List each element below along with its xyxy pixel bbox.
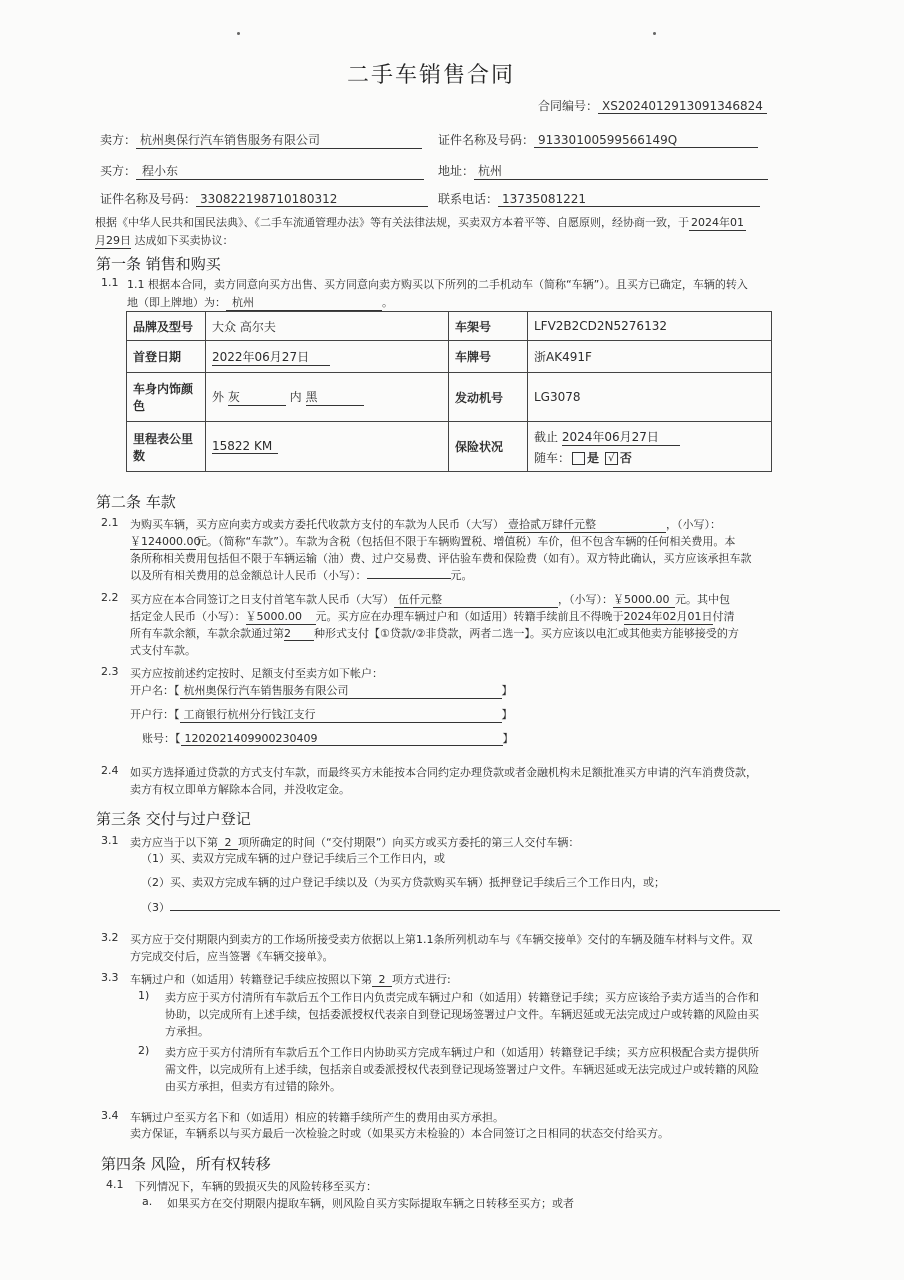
buyer-addr-label: 地址： <box>438 164 475 178</box>
buyer-label: 买方： <box>100 164 137 178</box>
clause-3-3-item1-number: 1) <box>138 989 150 1002</box>
text: 元。其中包 <box>675 593 730 606</box>
clause-3-1-option1: （1）买、卖双方完成车辆的过户登记手续后三个工作日内，或 <box>141 852 445 865</box>
plate-value: 浙AK491F <box>528 341 772 373</box>
clause-2-2-number: 2.2 <box>101 591 119 604</box>
text: 项方式进行: <box>392 973 451 986</box>
reg-date-value: 2022年06月27日 <box>212 348 330 366</box>
payment-deadline: 2024年02月01日 <box>623 610 713 623</box>
clause-3-4-number: 3.4 <box>101 1109 119 1122</box>
clause-3-3-item2-line1: 卖方应于买方付清所有车款后五个工作日内协助买方完成车辆过户和（如适用）转籍登记手续；买方应积极配合卖方提供所 <box>165 1046 759 1059</box>
interior-color: 黑 <box>306 388 364 406</box>
clause-3-3-item2-number: 2) <box>138 1044 150 1057</box>
seller-id-row <box>438 131 758 148</box>
clause-2-4-line1: 如买方选择通过贷款的方式支付车款，而最终买方未能按本合同约定办理贷款或者金融机构未足额批准买方申请的汽车消费贷款， <box>130 766 757 779</box>
clause-3-3-number: 3.3 <box>101 971 119 984</box>
reg-date-cell <box>206 341 449 373</box>
buyer-row <box>100 162 424 180</box>
insurance-prefix: 截止 <box>534 429 559 444</box>
down-payment-figures: ￥5000.00 <box>613 591 675 608</box>
text: 元。 <box>450 569 473 582</box>
scan-dot <box>237 32 240 35</box>
reg-date-label: 首登日期 <box>127 341 206 373</box>
clause-3-3-item1-line1: 卖方应于买方付清所有车款后五个工作日内负责完成车辆过户和（如适用）转籍登记手续；买方应该给予卖方适当的合作和 <box>165 991 759 1004</box>
text: 以及所有相关费用的总金额总计人民币（小写）： <box>130 569 367 582</box>
interior-prefix: 内 <box>289 390 302 404</box>
buyer-addr-row <box>438 162 768 180</box>
text: ，（小写）： <box>666 518 721 531</box>
clause-3-3-item2-line2: 需文件，以完成所有上述手续，包括亲自或委派授权代表到登记现场签署过户文件。车辆迟延或无法完成过户或转籍的风险 <box>165 1063 759 1076</box>
contract-no-label: 合同编号： <box>538 99 599 113</box>
mileage-label: 里程表公里数 <box>127 422 206 472</box>
clause-4-1-a-number: a. <box>142 1195 153 1208</box>
price-in-words: 壹拾贰万肆仟元整 <box>504 516 666 533</box>
transfer-place-label: 地（即上牌地）为： <box>127 296 226 309</box>
buyer-id-row <box>100 190 428 207</box>
clause-4-1-a-text: 如果买方在交付期限内提取车辆，则风险自买方实际提取车辆之日转移至买方；或者 <box>167 1197 574 1210</box>
clause-2-3-number: 2.3 <box>101 665 119 678</box>
no-label: 否 <box>619 450 632 465</box>
buyer-phone-label: 联系电话： <box>438 192 499 206</box>
preamble-text: 根据《中华人民共和国民法典》、《二手车流通管理办法》等有关法律法规，买卖双方本着平等、自愿原则，经协商一致，于 <box>95 216 689 229</box>
clause-1-1-number: 1.1 <box>101 276 119 289</box>
text: 种形式支付【①贷款/②非贷款，两者二选一】。买方应该以电汇或其他卖方能够接受的方 <box>314 627 739 640</box>
color-label: 车身内饰颜色 <box>127 373 206 422</box>
plate-label: 车牌号 <box>449 341 528 373</box>
payment-method-choice: 2 <box>284 627 314 641</box>
preamble-text2: 达成如下买卖协议： <box>134 234 234 247</box>
account-bank-value: 工商银行杭州分行钱江支行 <box>180 706 502 723</box>
article-3-heading: 第三条 交付与过户登记 <box>96 810 251 828</box>
insurance-label: 保险状况 <box>449 422 528 472</box>
seller-name: 杭州奥保行汽车销售服务有限公司 <box>136 131 422 149</box>
preamble-line1 <box>95 214 746 231</box>
preamble-date-part2: 月29日 <box>95 234 131 247</box>
clause-2-4-number: 2.4 <box>101 764 119 777</box>
clause-2-3-intro: 买方应按前述约定按时、足额支付至卖方如下帐户： <box>130 667 383 680</box>
account-bank-label: 开户行：【 <box>130 708 180 721</box>
clause-3-1-option3 <box>141 899 780 915</box>
account-name-row <box>130 682 513 699</box>
clause-3-3-item1-line3: 方承担。 <box>165 1025 209 1038</box>
yes-label: 是 <box>587 450 600 465</box>
vin-value: LFV2B2CD2N5276132 <box>528 312 772 341</box>
yes-checkbox <box>572 452 585 465</box>
clause-3-2-line2: 方完成交付后，应当签署《车辆交接单》。 <box>130 950 334 963</box>
clause-2-2-line3 <box>130 625 739 641</box>
article-1-heading: 第一条 销售和购买 <box>96 255 221 273</box>
article-4-heading: 第四条 风险，所有权转移 <box>101 1155 271 1173</box>
text: 项所确定的时间（“交付期限”）向买方或买方委托的第三人交付车辆： <box>238 836 580 849</box>
clause-1-1-line2 <box>127 294 393 311</box>
brand-label: 品牌及型号 <box>127 312 206 341</box>
exterior-prefix: 外 <box>212 390 225 404</box>
brand-value: 大众 高尔夫 <box>206 312 449 341</box>
clause-2-1-line3: 条所称相关费用包括但不限于车辆运输（油）费、过户交易费、评估验车费和保险费（如有）。双方特此确认，买方应该承担车款 <box>130 552 752 565</box>
mileage-cell <box>206 422 449 472</box>
seller-row <box>100 131 422 149</box>
period: 。 <box>382 296 393 309</box>
clause-3-2-number: 3.2 <box>101 931 119 944</box>
clause-2-1-line1 <box>130 516 721 533</box>
clause-3-4-line1: 车辆过户至买方名下和（如适用）相应的转籍手续所产生的费用由买方承担。 <box>130 1111 504 1124</box>
clause-2-2-line4: 式支付车款。 <box>130 644 196 657</box>
scan-dot <box>653 32 656 35</box>
bracket: 】 <box>501 684 513 697</box>
insurance-cell <box>528 422 772 472</box>
text: ，（小写）： <box>558 593 613 606</box>
clause-1-1-line1: 1.1 根据本合同，卖方同意向买方出售、买方同意向卖方购买以下所列的二手机动车（简称“车辆”）。且买方已确定，车辆的转入 <box>127 278 748 291</box>
price-in-figures: ￥124000.00 <box>130 535 201 548</box>
bracket: 】 <box>501 708 513 721</box>
transfer-place-value: 杭州 <box>226 294 382 311</box>
vin-label: 车架号 <box>449 312 528 341</box>
deposit-amount: ￥5000.00 <box>246 608 316 625</box>
table-row <box>127 312 772 341</box>
mileage-underline <box>212 439 278 454</box>
account-name-label: 开户名：【 <box>130 684 180 697</box>
vehicle-info-table <box>126 311 772 472</box>
bracket: 】 <box>502 732 514 745</box>
text: 车辆过户和（如适用）转籍登记手续应按照以下第 <box>130 973 372 986</box>
contract-no <box>538 97 767 114</box>
color-cell <box>206 373 449 422</box>
mileage-unit: KM <box>254 439 273 453</box>
transfer-option-choice: 2 <box>372 973 392 987</box>
clause-2-2-line2 <box>130 608 735 625</box>
mileage-value: 15822 <box>212 439 251 453</box>
clause-3-3-item1-line2: 协助，以完成所有上述手续，包括委派授权代表亲自到登记现场签署过户文件。车辆迟延或无法完成过户或转籍的风险由买 <box>165 1008 759 1021</box>
clause-2-1-number: 2.1 <box>101 516 119 529</box>
text: 付清 <box>712 610 735 623</box>
clause-2-1-line2 <box>130 533 735 550</box>
clause-4-1-line1: 下列情况下，车辆的毁损灭失的风险转移至买方： <box>135 1180 377 1193</box>
text: 为购买车辆，买方应向卖方或卖方委托代收款方支付的车款为人民币（大写） <box>130 518 504 531</box>
seller-id-value: 91330100599566149Q <box>534 133 758 148</box>
account-name-value: 杭州奥保行汽车销售服务有限公司 <box>180 682 502 699</box>
contract-title: 二手车销售合同 <box>347 63 516 88</box>
clause-3-1-number: 3.1 <box>101 834 119 847</box>
clause-2-2-line1 <box>130 591 730 608</box>
engine-label: 发动机号 <box>449 373 528 422</box>
text: 元。（简称“车款”）。车款为含税（包括但不限于车辆购置税、增值税）车价，但不包含车辆的任何相关费用。本 <box>196 535 736 548</box>
clause-2-1-line4 <box>130 567 473 583</box>
seller-label: 卖方： <box>100 133 137 147</box>
insurance-expiry <box>534 428 765 446</box>
option3-blank <box>170 910 780 911</box>
buyer-phone-row <box>438 190 760 207</box>
account-bank-row <box>130 706 513 723</box>
preamble-date-part1: 2024年01 <box>691 216 744 229</box>
clause-3-4-line2: 卖方保证，车辆系以与买方最后一次检验之时或（如果买方未检验的）本合同签订之日相同的状态交付给买方。 <box>130 1127 669 1140</box>
account-number-row <box>142 730 514 746</box>
text: 所有车款余额，车款余款通过第 <box>130 627 284 640</box>
buyer-phone-value: 13735081221 <box>498 192 760 207</box>
insurance-date: 2024年06月27日 <box>562 428 680 446</box>
table-row <box>127 373 772 422</box>
down-payment-words: 伍仟元整 <box>394 591 558 608</box>
clause-3-3-item2-line3: 由买方承担，但卖方有过错的除外。 <box>165 1080 341 1093</box>
account-number-label: 账号：【 <box>142 732 181 745</box>
total-amount-blank <box>367 578 451 579</box>
table-row <box>127 341 772 373</box>
clause-3-1-option2: （2）买、卖双方完成车辆的过户登记手续以及（为买方贷款购买车辆）抵押登记手续后三个工作日内，或； <box>141 876 665 889</box>
preamble-line2 <box>95 232 234 249</box>
buyer-id-label: 证件名称及号码： <box>100 192 197 206</box>
text: 元。买方应在办理车辆过户和（如适用）转籍手续前且不得晚于 <box>315 610 624 623</box>
text: （3） <box>141 901 170 914</box>
buyer-addr-value: 杭州 <box>474 162 768 180</box>
engine-value: LG3078 <box>528 373 772 422</box>
with-car-label: 随车： <box>534 450 571 465</box>
delivery-option-choice: 2 <box>218 836 238 850</box>
no-checkbox: √ <box>605 452 618 465</box>
article-2-heading: 第二条 车款 <box>96 493 176 511</box>
text: 括定金人民币（小写）： <box>130 610 246 623</box>
table-row <box>127 422 772 472</box>
contract-no-value: XS2024012913091346824 <box>598 99 767 114</box>
insurance-docs <box>534 449 765 466</box>
text: 买方应在本合同签订之日支付首笔车款人民币（大写） <box>130 593 394 606</box>
clause-3-2-line1: 买方应于交付期限内到卖方的工作场所接受卖方依据以上第1.1条所列机动车与《车辆交接单》交付的车辆及随车材料与文件。双 <box>130 933 753 946</box>
buyer-id-value: 330822198710180312 <box>196 192 428 207</box>
clause-3-3-line <box>130 971 451 987</box>
account-number-value: 1202021409900230409 <box>181 732 503 746</box>
clause-2-4-line2: 卖方有权立即单方解除本合同，并没收定金。 <box>130 783 350 796</box>
clause-4-1-number: 4.1 <box>106 1178 124 1191</box>
buyer-name: 程小东 <box>136 162 424 180</box>
clause-3-1-line <box>130 834 579 850</box>
seller-id-label: 证件名称及号码： <box>438 133 535 147</box>
exterior-color: 灰 <box>228 388 286 406</box>
text: 卖方应当于以下第 <box>130 836 218 849</box>
